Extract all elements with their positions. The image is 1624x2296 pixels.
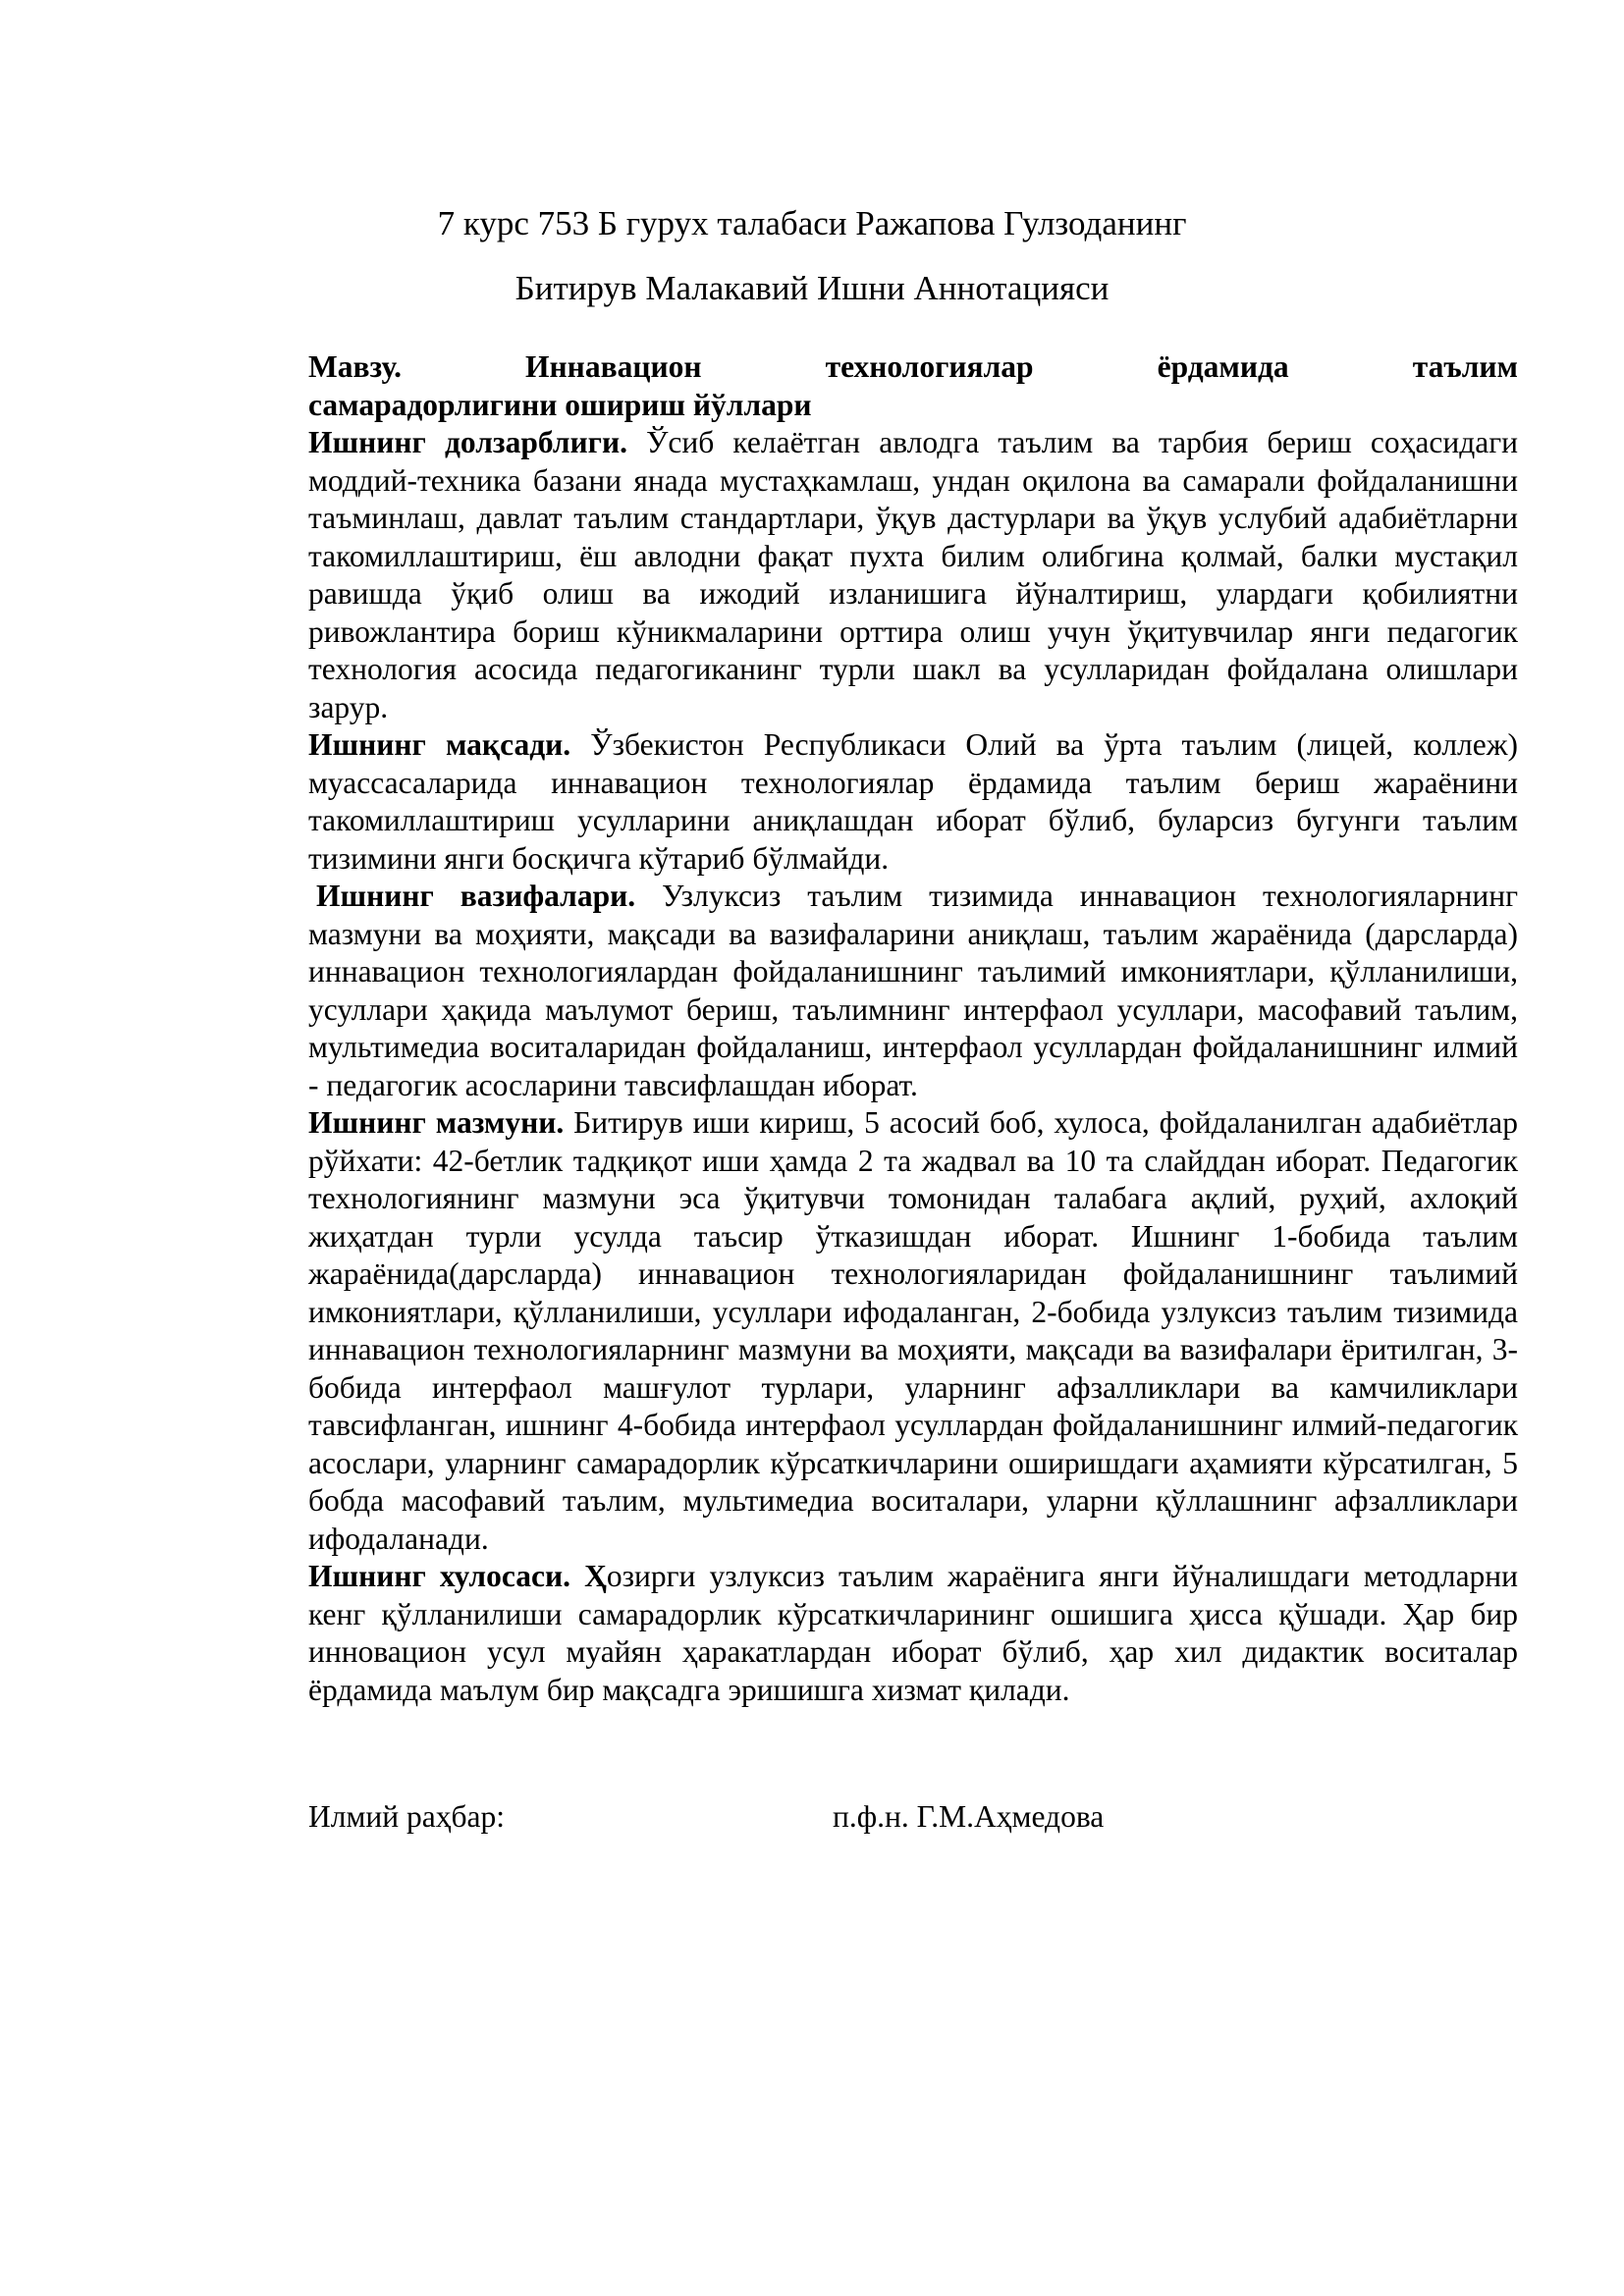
- section-conclusion: [308, 1558, 1518, 1709]
- section-text: Ўсиб келаётган авлодга таълим ва тарбия бериш соҳасидаги моддий-техника базани янада мустаҳкамлаш, ундан оқилона ва самарали фойдаланишни таъминлаш, давлат таълим стандартлари, ўқув дастурлари ва ўқув услубий адабиётларни такомиллаштириш, ёш авлодни фақат пухта билим олибгина қолмай, балки мустақил равишда ўқиб олиш ва ижодий изланишига йўналтириш, улардаги қобилиятни ривожлантира бориш кўникмаларини орттира олиш учун ўқитувчилар янги педагогик технология асосида педагогиканинг турли шакл ва усулларидан фойдалана олишлари зарур.: [308, 425, 1518, 724]
- supervisor-name: п.ф.н. Г.М.Аҳмедова: [833, 1799, 1105, 1834]
- annotation-body: [308, 348, 1518, 1709]
- topic-paragraph: [308, 348, 1518, 424]
- section-text: озирги узлуксиз таълим жараёнига янги йўналишдаги методларни кенг қўлланилиши самарадорлик кўрсаткичларининг ошишига ҳисса қўшади. Ҳар бир инновацион усул муайян ҳаракатлардан иборат бўлиб, ҳар хил дидактик воситалар ёрдамида маълум бир мақсадга эришишга хизмат қилади.: [308, 1559, 1519, 1707]
- section-label-tail: Ҳ: [584, 1559, 607, 1593]
- section-relevance: [308, 424, 1518, 726]
- section-text: Битирув иши кириш, 5 асосий боб, хулоса, фойдаланилган адабиётлар рўйхати: 42-бетлик тадқиқот иши ҳамда 2 та жадвал ва 10 та слайддан иборат. Педагогик технологиянинг мазмуни эса ўқитувчи томонидан талабага ақлий, руҳий, ахлоқий жиҳатдан турли усулда таъсир ўтказишдан иборат. Ишнинг 1-бобида таълим жараёнида(дарсларда) иннавацион технологияларидан фойдаланишнинг таълимий имкониятлари, қўлланилиши, усуллари ифодаланган, 2-бобида узлуксиз таълим тизимида иннавацион технологияларнинг мазмуни ва моҳияти, мақсади ва вазифалари ёритилган, 3-бобида интерфаол машғулот турлари, уларнинг афзалликлари ва камчиликлари тавсифланган, ишнинг 4-бобида интерфаол усуллардан фойдаланишнинг илмий-педагогик асослари, уларнинг самарадорлик кўрсаткичларини оширишдаги аҳамияти кўрсатилган, 5 бобда масофавий таълим, мультимедиа воситалари, уларни қўллашнинг афзалликлари ифодаланади.: [308, 1105, 1518, 1556]
- section-text: Ўзбекистон Республикаси Олий ва ўрта таълим (лицей, коллеж) муассасаларида иннавацион технологиялар ёрдамида таълим бериш жараёнини такомиллаштириш усулларини аниқлашдан иборат бўлиб, буларсиз бугунги таълим тизимини янги босқичга кўтариб бўлмайди.: [308, 727, 1518, 876]
- section-content: [308, 1104, 1518, 1558]
- section-label: Ишнинг хулосаси.: [308, 1559, 570, 1593]
- section-tasks: [308, 878, 1518, 1104]
- supervisor-role: Илмий раҳбар:: [308, 1799, 505, 1834]
- document-title-line-1: 7 курс 753 Б гурух талабаси Ражапова Гулзоданинг: [437, 204, 1187, 242]
- section-label: Ишнинг мазмуни.: [308, 1105, 565, 1140]
- section-goal: [308, 726, 1518, 878]
- section-label: Ишнинг долзарблиги.: [308, 425, 627, 459]
- topic-rest: самарадорлигини ошириш йўллари: [308, 387, 812, 422]
- section-label: Ишнинг мақсади.: [308, 727, 571, 762]
- document-title-line-2: Битирув Малакавий Ишни Аннотацияси: [514, 269, 1110, 307]
- section-label: Ишнинг вазифалари.: [316, 879, 636, 913]
- section-text: Узлуксиз таълим тизимида иннавацион технологияларнинг мазмуни ва моҳияти, мақсади ва вазифаларини аниқлаш, таълим жараёнида (дарсларда) иннавацион технологиялардан фойдаланишнинг таълимий имкониятлари, қўлланилиши, усуллари ҳақида маълумот бериш, таълимнинг интерфаол усуллари, масофавий таълим, мультимедиа воситаларидан фойдаланиш, интерфаол усуллардан фойдаланишнинг илмий - педагогик асосларини тавсифлашдан иборат.: [308, 879, 1518, 1102]
- topic-lead: Мавзу. Иннавацион технологиялар ёрдамида таълим: [308, 349, 1518, 384]
